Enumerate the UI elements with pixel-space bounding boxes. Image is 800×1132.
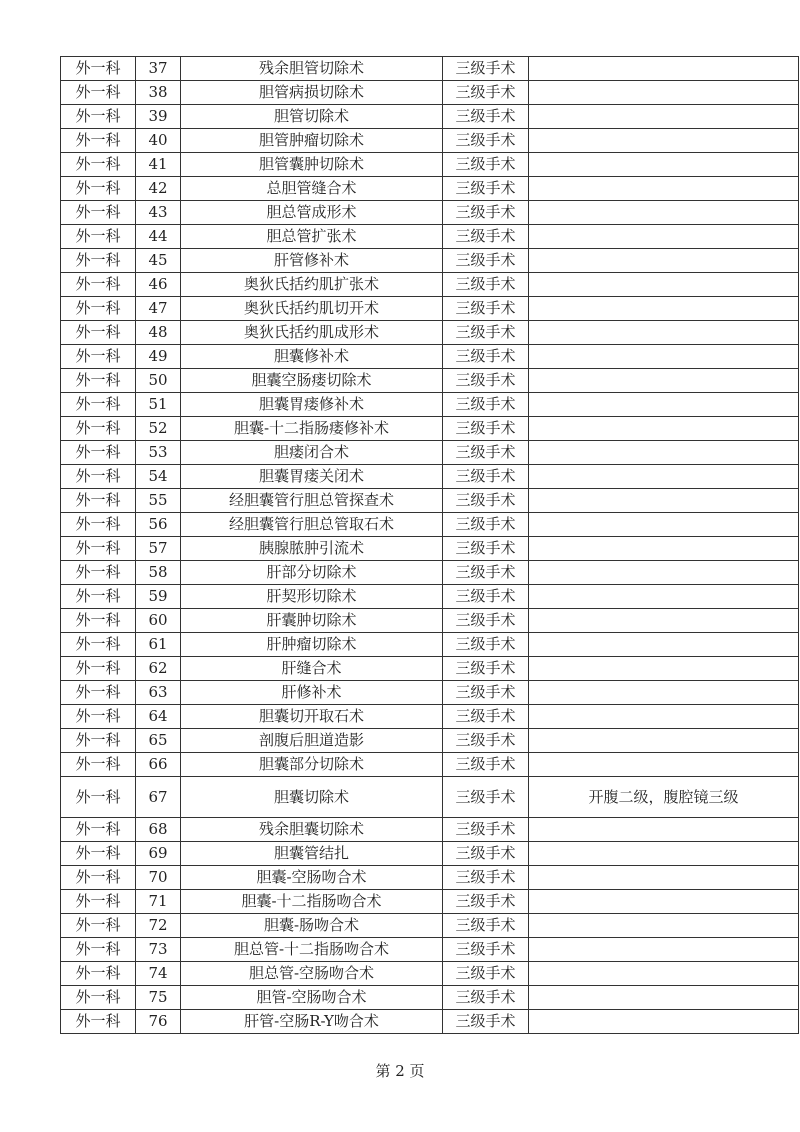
surgery-name-cell: 胆总管-十二指肠吻合术 <box>181 938 443 962</box>
number-cell: 54 <box>136 465 181 489</box>
number-cell: 75 <box>136 986 181 1010</box>
note-cell <box>529 249 799 273</box>
department-cell: 外一科 <box>61 513 136 537</box>
surgery-name-cell: 胆囊-十二指肠瘘修补术 <box>181 417 443 441</box>
number-cell: 53 <box>136 441 181 465</box>
surgery-name-cell: 胆管肿瘤切除术 <box>181 129 443 153</box>
department-cell: 外一科 <box>61 1010 136 1034</box>
department-cell: 外一科 <box>61 729 136 753</box>
level-cell: 三级手术 <box>443 441 529 465</box>
number-cell: 63 <box>136 681 181 705</box>
level-cell: 三级手术 <box>443 297 529 321</box>
number-cell: 55 <box>136 489 181 513</box>
table-row <box>61 369 799 393</box>
department-cell: 外一科 <box>61 705 136 729</box>
table-row <box>61 57 799 81</box>
table-row <box>61 345 799 369</box>
note-cell <box>529 609 799 633</box>
level-cell: 三级手术 <box>443 609 529 633</box>
number-cell: 44 <box>136 225 181 249</box>
table-row <box>61 297 799 321</box>
table-row <box>61 489 799 513</box>
department-cell: 外一科 <box>61 938 136 962</box>
table-row <box>61 777 799 818</box>
level-cell: 三级手术 <box>443 537 529 561</box>
department-cell: 外一科 <box>61 866 136 890</box>
number-cell: 45 <box>136 249 181 273</box>
note-cell <box>529 369 799 393</box>
level-cell: 三级手术 <box>443 777 529 818</box>
department-cell: 外一科 <box>61 657 136 681</box>
note-cell <box>529 321 799 345</box>
note-cell <box>529 105 799 129</box>
department-cell: 外一科 <box>61 369 136 393</box>
surgery-name-cell: 胆囊胃瘘关闭术 <box>181 465 443 489</box>
number-cell: 67 <box>136 777 181 818</box>
note-cell <box>529 153 799 177</box>
department-cell: 外一科 <box>61 153 136 177</box>
number-cell: 73 <box>136 938 181 962</box>
table-row <box>61 513 799 537</box>
note-cell <box>529 129 799 153</box>
surgery-name-cell: 胆囊管结扎 <box>181 842 443 866</box>
number-cell: 52 <box>136 417 181 441</box>
note-cell <box>529 818 799 842</box>
level-cell: 三级手术 <box>443 962 529 986</box>
surgery-name-cell: 胆瘘闭合术 <box>181 441 443 465</box>
department-cell: 外一科 <box>61 249 136 273</box>
number-cell: 42 <box>136 177 181 201</box>
table-row <box>61 866 799 890</box>
table-row <box>61 1010 799 1034</box>
table-row <box>61 561 799 585</box>
level-cell: 三级手术 <box>443 57 529 81</box>
surgery-name-cell: 胆总管成形术 <box>181 201 443 225</box>
level-cell: 三级手术 <box>443 201 529 225</box>
level-cell: 三级手术 <box>443 561 529 585</box>
department-cell: 外一科 <box>61 818 136 842</box>
note-cell <box>529 681 799 705</box>
number-cell: 41 <box>136 153 181 177</box>
note-cell <box>529 729 799 753</box>
table-row <box>61 177 799 201</box>
surgery-name-cell: 胆囊胃瘘修补术 <box>181 393 443 417</box>
table-row <box>61 81 799 105</box>
table-row <box>61 705 799 729</box>
surgery-name-cell: 胆囊空肠瘘切除术 <box>181 369 443 393</box>
level-cell: 三级手术 <box>443 866 529 890</box>
number-cell: 60 <box>136 609 181 633</box>
department-cell: 外一科 <box>61 489 136 513</box>
department-cell: 外一科 <box>61 914 136 938</box>
department-cell: 外一科 <box>61 177 136 201</box>
number-cell: 72 <box>136 914 181 938</box>
number-cell: 58 <box>136 561 181 585</box>
surgery-name-cell: 肝修补术 <box>181 681 443 705</box>
department-cell: 外一科 <box>61 681 136 705</box>
table-row <box>61 201 799 225</box>
number-cell: 37 <box>136 57 181 81</box>
note-cell <box>529 393 799 417</box>
level-cell: 三级手术 <box>443 986 529 1010</box>
table-row <box>61 657 799 681</box>
level-cell: 三级手术 <box>443 225 529 249</box>
surgery-name-cell: 剖腹后胆道造影 <box>181 729 443 753</box>
note-cell <box>529 561 799 585</box>
surgery-name-cell: 胆管切除术 <box>181 105 443 129</box>
number-cell: 48 <box>136 321 181 345</box>
department-cell: 外一科 <box>61 609 136 633</box>
department-cell: 外一科 <box>61 633 136 657</box>
table-row <box>61 914 799 938</box>
surgery-name-cell: 胆囊切除术 <box>181 777 443 818</box>
level-cell: 三级手术 <box>443 513 529 537</box>
number-cell: 43 <box>136 201 181 225</box>
table-row <box>61 105 799 129</box>
level-cell: 三级手术 <box>443 585 529 609</box>
surgery-name-cell: 胆囊-十二指肠吻合术 <box>181 890 443 914</box>
number-cell: 66 <box>136 753 181 777</box>
department-cell: 外一科 <box>61 105 136 129</box>
table-row <box>61 393 799 417</box>
note-cell <box>529 986 799 1010</box>
level-cell: 三级手术 <box>443 705 529 729</box>
level-cell: 三级手术 <box>443 890 529 914</box>
table-row <box>61 842 799 866</box>
surgery-name-cell: 胆囊修补术 <box>181 345 443 369</box>
note-cell <box>529 866 799 890</box>
table-row <box>61 537 799 561</box>
department-cell: 外一科 <box>61 962 136 986</box>
surgery-name-cell: 残余胆囊切除术 <box>181 818 443 842</box>
department-cell: 外一科 <box>61 777 136 818</box>
department-cell: 外一科 <box>61 201 136 225</box>
department-cell: 外一科 <box>61 81 136 105</box>
department-cell: 外一科 <box>61 321 136 345</box>
surgery-name-cell: 胆管病损切除术 <box>181 81 443 105</box>
surgery-name-cell: 奥狄氏括约肌切开术 <box>181 297 443 321</box>
note-cell <box>529 513 799 537</box>
level-cell: 三级手术 <box>443 753 529 777</box>
department-cell: 外一科 <box>61 753 136 777</box>
note-cell <box>529 914 799 938</box>
surgery-name-cell: 奥狄氏括约肌扩张术 <box>181 273 443 297</box>
note-cell <box>529 537 799 561</box>
note-cell <box>529 585 799 609</box>
level-cell: 三级手术 <box>443 321 529 345</box>
surgery-table-body <box>61 57 799 1034</box>
number-cell: 70 <box>136 866 181 890</box>
level-cell: 三级手术 <box>443 1010 529 1034</box>
level-cell: 三级手术 <box>443 657 529 681</box>
surgery-table <box>60 56 799 1034</box>
number-cell: 46 <box>136 273 181 297</box>
number-cell: 56 <box>136 513 181 537</box>
note-cell <box>529 441 799 465</box>
note-cell <box>529 657 799 681</box>
number-cell: 65 <box>136 729 181 753</box>
page-number: 第 2 页 <box>375 1062 425 1080</box>
level-cell: 三级手术 <box>443 914 529 938</box>
surgery-name-cell: 残余胆管切除术 <box>181 57 443 81</box>
number-cell: 57 <box>136 537 181 561</box>
table-row <box>61 585 799 609</box>
level-cell: 三级手术 <box>443 417 529 441</box>
department-cell: 外一科 <box>61 890 136 914</box>
note-cell <box>529 201 799 225</box>
table-row <box>61 818 799 842</box>
number-cell: 68 <box>136 818 181 842</box>
department-cell: 外一科 <box>61 225 136 249</box>
table-row <box>61 441 799 465</box>
note-cell <box>529 345 799 369</box>
table-row <box>61 417 799 441</box>
table-row <box>61 129 799 153</box>
number-cell: 62 <box>136 657 181 681</box>
table-row <box>61 938 799 962</box>
note-cell <box>529 465 799 489</box>
note-cell <box>529 489 799 513</box>
department-cell: 外一科 <box>61 441 136 465</box>
surgery-name-cell: 胆囊部分切除术 <box>181 753 443 777</box>
surgery-name-cell: 总胆管缝合术 <box>181 177 443 201</box>
table-row <box>61 962 799 986</box>
note-cell <box>529 81 799 105</box>
level-cell: 三级手术 <box>443 105 529 129</box>
surgery-name-cell: 胆总管-空肠吻合术 <box>181 962 443 986</box>
surgery-name-cell: 胆囊切开取石术 <box>181 705 443 729</box>
department-cell: 外一科 <box>61 585 136 609</box>
level-cell: 三级手术 <box>443 129 529 153</box>
number-cell: 61 <box>136 633 181 657</box>
note-cell <box>529 57 799 81</box>
department-cell: 外一科 <box>61 842 136 866</box>
table-row <box>61 225 799 249</box>
number-cell: 69 <box>136 842 181 866</box>
table-row <box>61 273 799 297</box>
number-cell: 59 <box>136 585 181 609</box>
surgery-name-cell: 胆囊-肠吻合术 <box>181 914 443 938</box>
level-cell: 三级手术 <box>443 633 529 657</box>
level-cell: 三级手术 <box>443 249 529 273</box>
level-cell: 三级手术 <box>443 177 529 201</box>
note-cell <box>529 225 799 249</box>
department-cell: 外一科 <box>61 537 136 561</box>
level-cell: 三级手术 <box>443 818 529 842</box>
note-cell <box>529 842 799 866</box>
table-row <box>61 986 799 1010</box>
level-cell: 三级手术 <box>443 345 529 369</box>
note-cell <box>529 297 799 321</box>
surgery-name-cell: 胆管-空肠吻合术 <box>181 986 443 1010</box>
number-cell: 50 <box>136 369 181 393</box>
surgery-name-cell: 肝管修补术 <box>181 249 443 273</box>
number-cell: 76 <box>136 1010 181 1034</box>
level-cell: 三级手术 <box>443 465 529 489</box>
department-cell: 外一科 <box>61 465 136 489</box>
department-cell: 外一科 <box>61 417 136 441</box>
surgery-name-cell: 肝囊肿切除术 <box>181 609 443 633</box>
note-cell <box>529 177 799 201</box>
number-cell: 47 <box>136 297 181 321</box>
level-cell: 三级手术 <box>443 81 529 105</box>
surgery-name-cell: 肝管-空肠R-Y吻合术 <box>181 1010 443 1034</box>
note-cell <box>529 273 799 297</box>
level-cell: 三级手术 <box>443 273 529 297</box>
department-cell: 外一科 <box>61 273 136 297</box>
number-cell: 38 <box>136 81 181 105</box>
level-cell: 三级手术 <box>443 729 529 753</box>
table-row <box>61 633 799 657</box>
level-cell: 三级手术 <box>443 681 529 705</box>
level-cell: 三级手术 <box>443 393 529 417</box>
table-row <box>61 153 799 177</box>
table-row <box>61 321 799 345</box>
surgery-name-cell: 肝契形切除术 <box>181 585 443 609</box>
level-cell: 三级手术 <box>443 489 529 513</box>
note-cell <box>529 753 799 777</box>
note-cell <box>529 890 799 914</box>
level-cell: 三级手术 <box>443 842 529 866</box>
number-cell: 39 <box>136 105 181 129</box>
table-row <box>61 729 799 753</box>
surgery-name-cell: 胆管囊肿切除术 <box>181 153 443 177</box>
surgery-name-cell: 胰腺脓肿引流术 <box>181 537 443 561</box>
surgery-name-cell: 胆总管扩张术 <box>181 225 443 249</box>
surgery-name-cell: 奥狄氏括约肌成形术 <box>181 321 443 345</box>
table-row <box>61 609 799 633</box>
number-cell: 51 <box>136 393 181 417</box>
table-row <box>61 753 799 777</box>
note-cell <box>529 705 799 729</box>
surgery-name-cell: 胆囊-空肠吻合术 <box>181 866 443 890</box>
surgery-name-cell: 肝部分切除术 <box>181 561 443 585</box>
surgery-name-cell: 经胆囊管行胆总管取石术 <box>181 513 443 537</box>
surgery-name-cell: 经胆囊管行胆总管探查术 <box>181 489 443 513</box>
note-cell: 开腹二级，腹腔镜三级 <box>529 777 799 818</box>
department-cell: 外一科 <box>61 393 136 417</box>
note-cell <box>529 417 799 441</box>
number-cell: 40 <box>136 129 181 153</box>
department-cell: 外一科 <box>61 345 136 369</box>
level-cell: 三级手术 <box>443 369 529 393</box>
level-cell: 三级手术 <box>443 938 529 962</box>
note-cell <box>529 938 799 962</box>
level-cell: 三级手术 <box>443 153 529 177</box>
department-cell: 外一科 <box>61 57 136 81</box>
number-cell: 71 <box>136 890 181 914</box>
table-row <box>61 465 799 489</box>
department-cell: 外一科 <box>61 297 136 321</box>
number-cell: 74 <box>136 962 181 986</box>
table-row <box>61 681 799 705</box>
table-row <box>61 890 799 914</box>
note-cell <box>529 633 799 657</box>
note-cell <box>529 962 799 986</box>
surgery-name-cell: 肝缝合术 <box>181 657 443 681</box>
surgery-name-cell: 肝肿瘤切除术 <box>181 633 443 657</box>
table-row <box>61 249 799 273</box>
department-cell: 外一科 <box>61 561 136 585</box>
number-cell: 64 <box>136 705 181 729</box>
number-cell: 49 <box>136 345 181 369</box>
department-cell: 外一科 <box>61 986 136 1010</box>
note-cell <box>529 1010 799 1034</box>
department-cell: 外一科 <box>61 129 136 153</box>
